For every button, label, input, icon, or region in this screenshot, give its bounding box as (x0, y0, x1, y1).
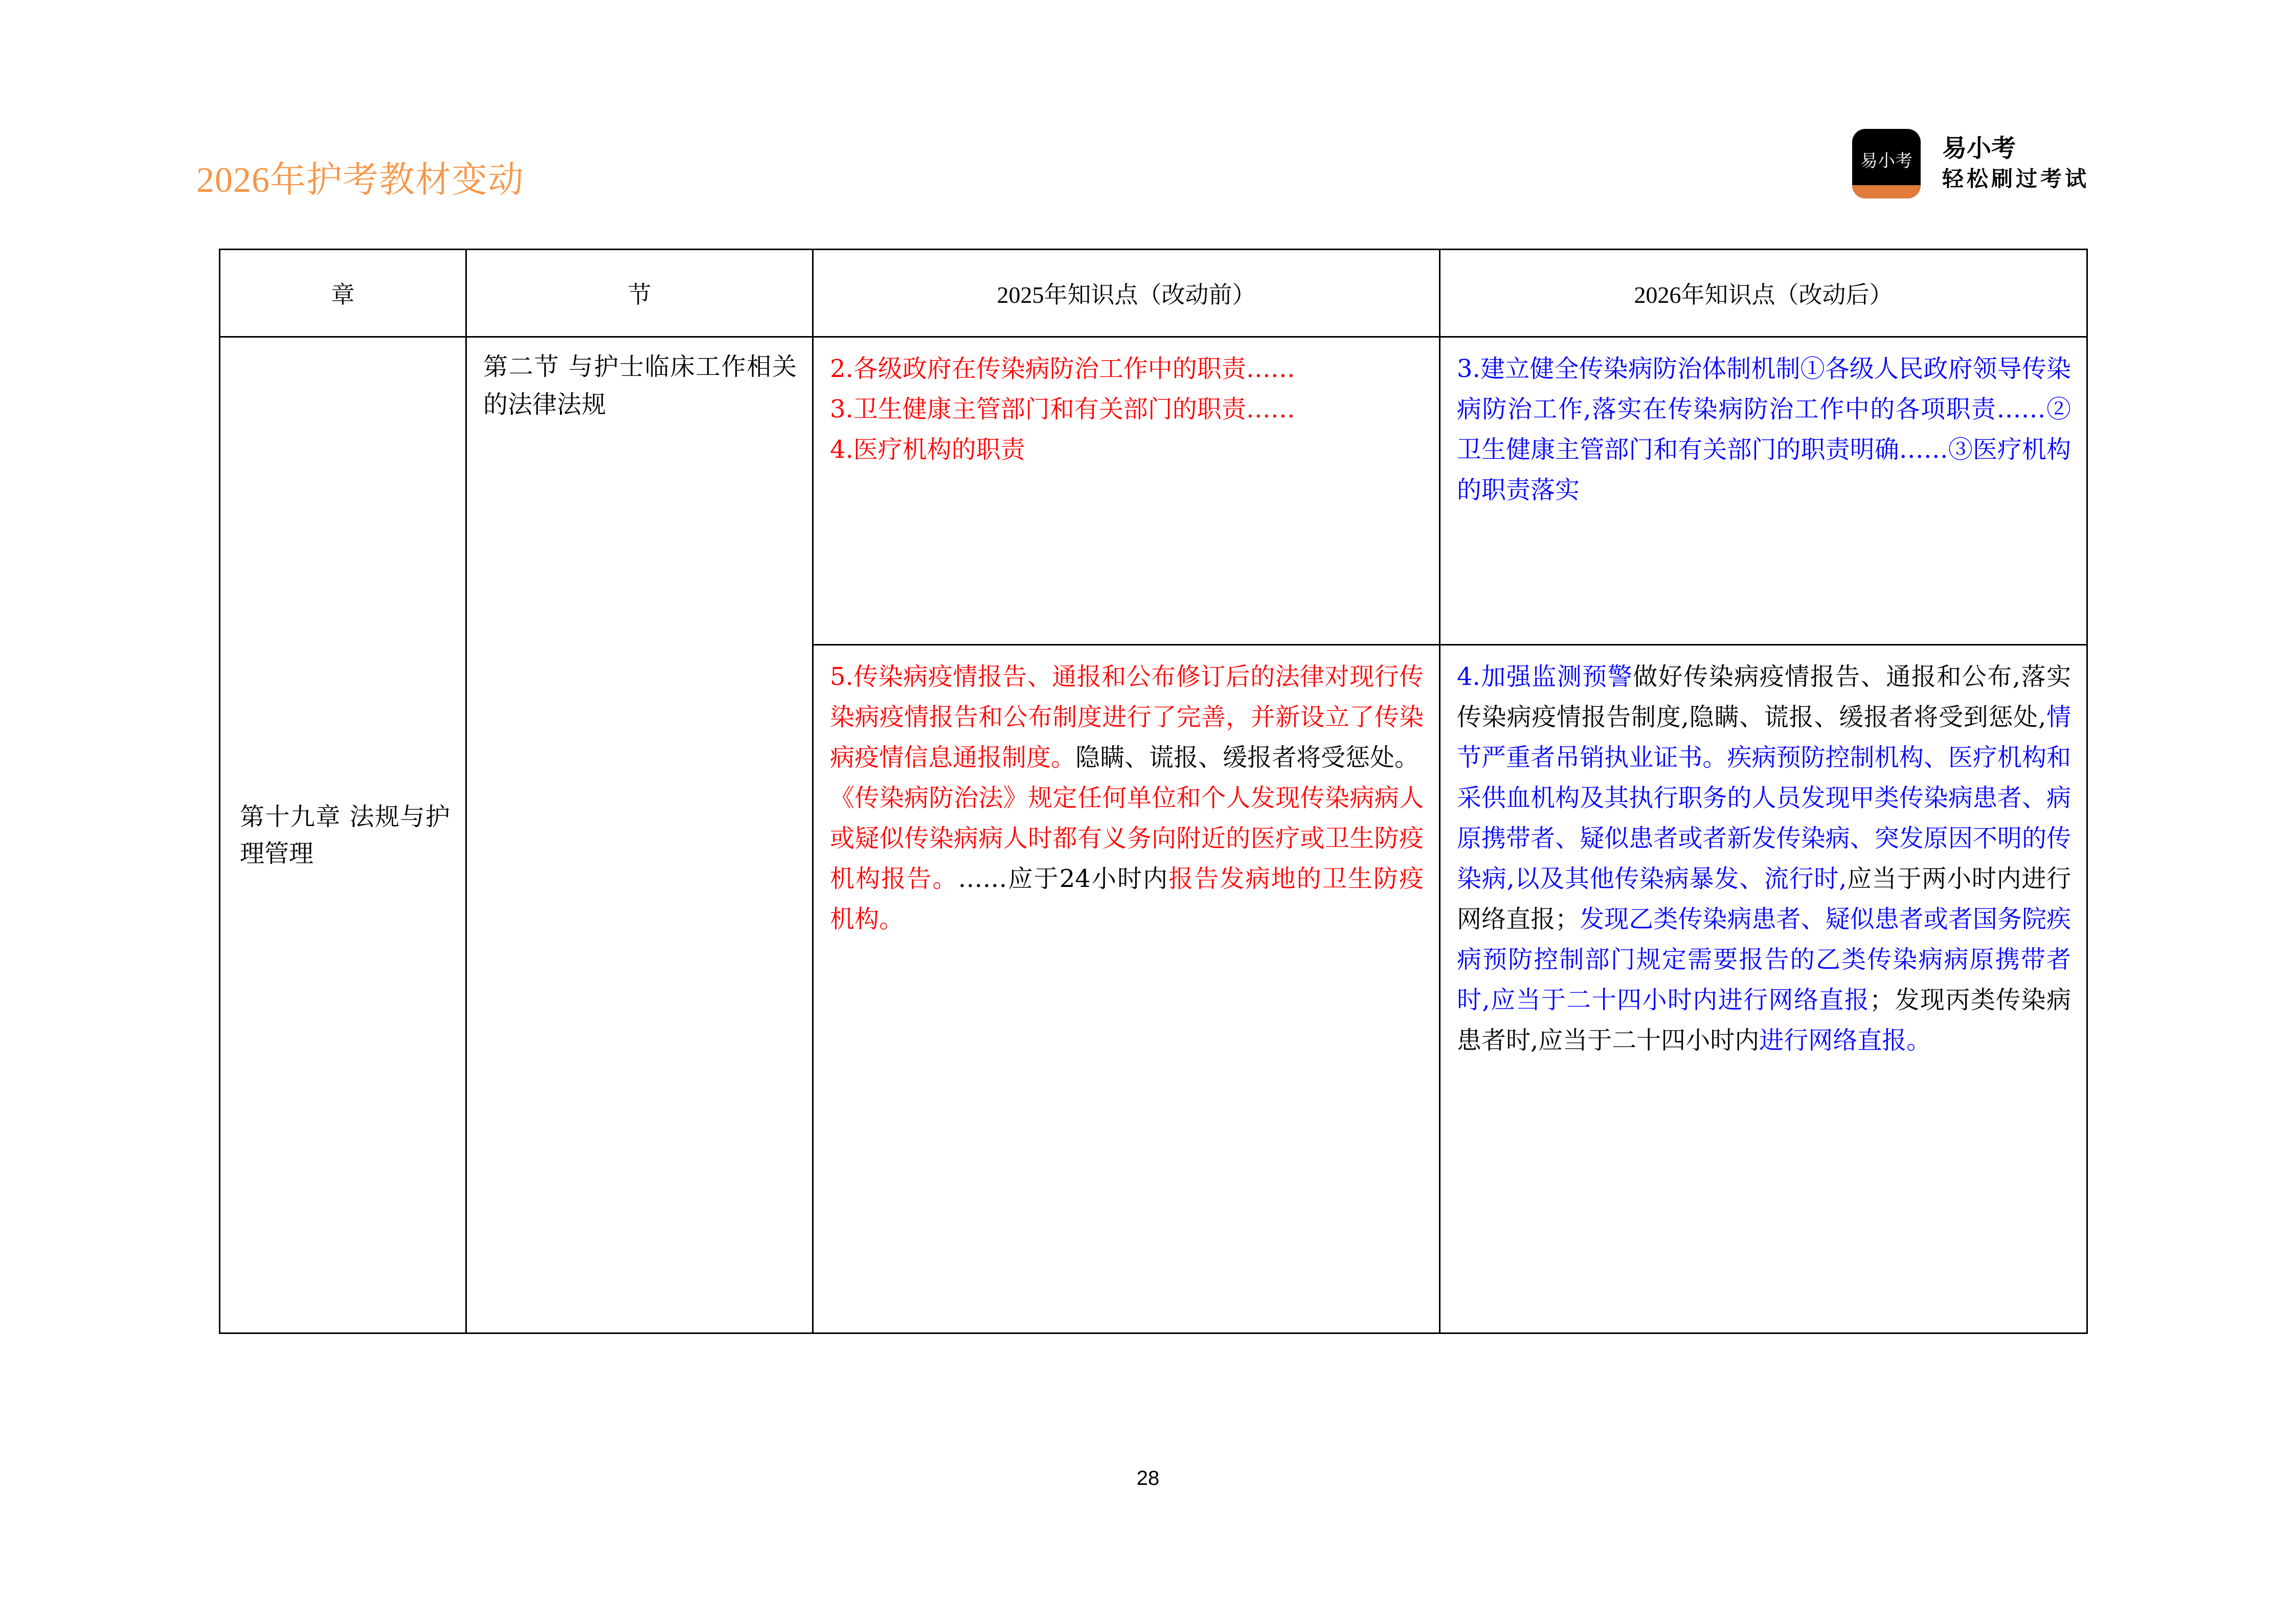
text-segment: 隐瞒、谎报、缓报者将受惩处。 (1075, 743, 1420, 772)
text-segment: ……应于24小时内 (958, 864, 1169, 893)
before-text (814, 338, 1439, 470)
chapter-cell (220, 337, 466, 1333)
text-segment: 2.各级政府在传染病防治工作中的职责…… (830, 354, 1295, 383)
table-header-row (220, 250, 2087, 337)
text-segment: 报告发病地的卫生防疫机构。 (830, 864, 1424, 933)
column-header-chapter: 章 (220, 250, 466, 337)
changes-table (219, 249, 2088, 1334)
page-number: 28 (1136, 1467, 1160, 1489)
text-segment: 做好传染病疫情报告、通报和公布,落实传染病疫情报告制度,隐瞒、谎报、缓报者将受到惩处, (1457, 662, 2071, 731)
brand-text (1942, 133, 2089, 194)
after-cell (1440, 337, 2087, 645)
column-header-section: 节 (466, 250, 813, 337)
brand-slogan: 轻松刷过考试 (1942, 166, 2090, 191)
text-segment: 4.加强监测预警 (1457, 662, 1633, 691)
column-header-before: 2025年知识点（改动前） (813, 250, 1440, 337)
text-segment: 5.传染病疫情报告、通报和公布修订后的法律对现行传染病疫情报告和公布制度进行了完善，并新设立了传染病疫情信息通报制度。 (830, 662, 1424, 772)
text-segment: 4.医疗机构的职责 (830, 435, 1025, 464)
table-row (220, 337, 2087, 645)
after-text (1440, 338, 2086, 510)
after-text (1440, 646, 2086, 1061)
section-cell (466, 337, 813, 1333)
before-text (814, 646, 1439, 940)
before-cell (813, 645, 1440, 1333)
chapter-text: 第十九章 法规与护理管理 (240, 802, 450, 868)
text-segment: 进行网络直报。 (1759, 1026, 1931, 1055)
text-segment: 《传染病防治法》规定任何单位和个人发现传染病病人或疑似传染病病人时都有义务向附近的医疗或卫生防疫机构报告。 (830, 784, 1424, 893)
text-segment: 3.卫生健康主管部门和有关部门的职责…… (830, 395, 1295, 424)
text-segment: 情节严重者吊销执业证书。疾病预防控制机构、医疗机构和采供血机构及其执行职务的人员发现甲类传染病患者、病原携带者、疑似患者或者新发传染病、突发原因不明的传染病,以及其他传染病暴发、流行时, (1457, 703, 2071, 893)
section-text: 第二节 与护士临床工作相关的法律法规 (483, 352, 797, 419)
brand-block (1852, 129, 2089, 198)
page-title: 2026年护考教材变动 (196, 161, 524, 200)
brand-logo-icon (1852, 129, 1921, 198)
text-segment: ；发现丙类传染病患者时,应当于二十四小时内 (1457, 986, 2071, 1055)
brand-logo-accent (1852, 185, 1921, 198)
column-header-after: 2026年知识点（改动后） (1440, 250, 2087, 337)
text-segment: 3.建立健全传染病防治体制机制①各级人民政府领导传染病防治工作,落实在传染病防治工作中的各项职责……②卫生健康主管部门和有关部门的职责明确……③医疗机构的职责落实 (1457, 354, 2071, 504)
text-segment: 应当于两小时内进行网络直报； (1457, 864, 2071, 933)
brand-logo-text: 易小考 (1860, 150, 1912, 171)
brand-name: 易小考 (1942, 134, 2016, 163)
before-cell (813, 337, 1440, 645)
after-cell (1440, 645, 2087, 1333)
text-segment: 发现乙类传染病患者、疑似患者或者国务院疾病预防控制部门规定需要报告的乙类传染病病原携带者时,应当于二十四小时内进行网络直报 (1457, 905, 2071, 1014)
